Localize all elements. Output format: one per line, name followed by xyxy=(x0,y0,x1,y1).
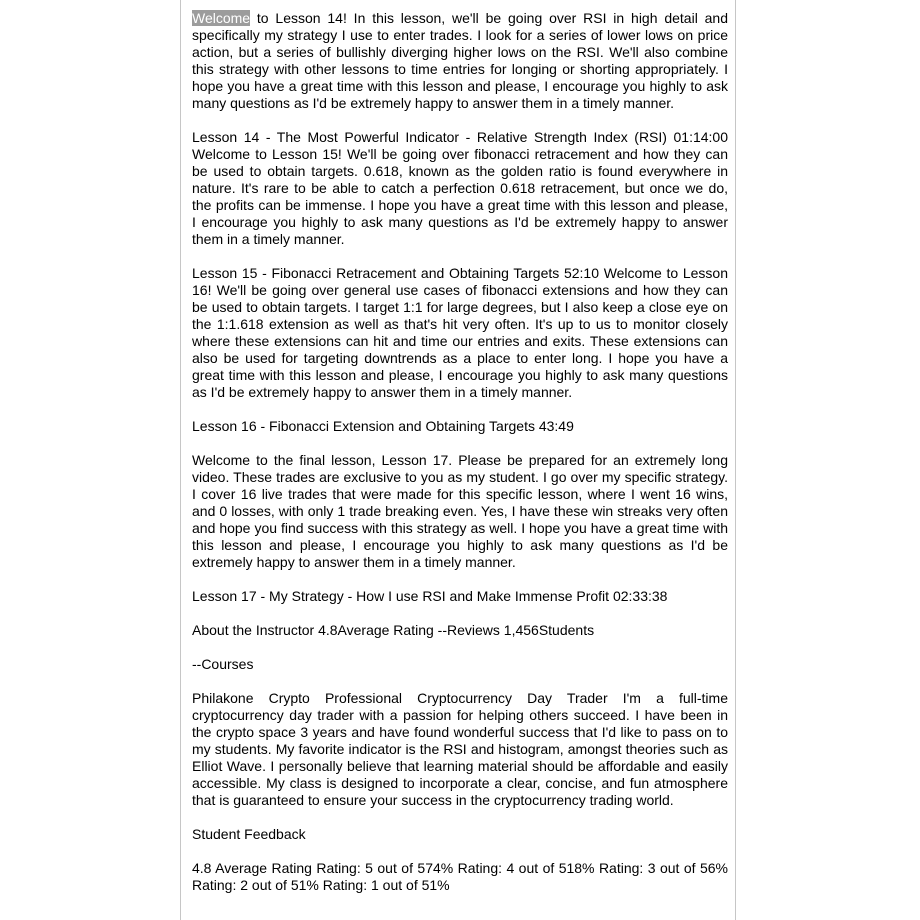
courses-count: --Courses xyxy=(192,656,254,672)
lesson-16-title: Lesson 16 - Fibonacci Extension and Obtaining Targets 43:49 xyxy=(192,418,574,434)
rating-breakdown: 4.8 Average Rating Rating: 5 out of 574% Rating: 4 out of 518% Rating: 3 out of 56% Rating: 2 out of 51% Rating: 1 out of 51% xyxy=(192,860,728,893)
student-feedback-heading: Student Feedback xyxy=(192,826,306,842)
document-body[interactable] xyxy=(192,10,728,911)
paragraph-lesson-15-intro: Lesson 14 - The Most Powerful Indicator - Relative Strength Index (RSI) 01:14:00 Welcome to Lesson 15! We'll be going over fibonacci retracement and how they can be used to obtain targets. 0.618, known as the golden ratio is found everywhere in nature. It's rare to be able to catch a perfection 0.618 retracement, but once we do, the profits can be immense. I hope you have a great time with this lesson and please, I encourage you highly to ask many questions as I'd be extremely happy to answer them in a timely manner. xyxy=(192,129,728,247)
selected-text[interactable]: Welcome xyxy=(192,10,251,26)
document-page xyxy=(180,0,736,920)
paragraph-lesson-17-intro: Welcome to the final lesson, Lesson 17. Please be prepared for an extremely long video. These trades are exclusive to you as my student. I go over my specific strategy. I cover 16 live trades that were made for this specific lesson, where I went 16 wins, and 0 losses, with only 1 trade breaking even. Yes, I have these win streaks very often and hope you find success with this strategy as well. I hope you have a great time with this lesson and please, I encourage you highly to ask many questions as I'd be extremely happy to answer them in a timely manner. xyxy=(192,452,728,570)
paragraph-lesson-16-intro: Lesson 15 - Fibonacci Retracement and Obtaining Targets 52:10 Welcome to Lesson 16! We'll be going over general use cases of fibonacci extensions and how they can be used to obtain targets. I target 1:1 for large degrees, but I also keep a close eye on the 1:1.618 extension as well as that's hit very often. It's up to us to monitor closely where these extensions can hit and time our entries and exits. These extensions can also be used for targeting downtrends as a place to enter long. I hope you have a great time with this lesson and please, I encourage you highly to ask many questions as I'd be extremely happy to answer them in a timely manner. xyxy=(192,265,728,400)
paragraph-lesson-14-intro xyxy=(192,10,728,112)
paragraph-text: to Lesson 14! In this lesson, we'll be going over RSI in high detail and specifically my strategy I use to enter trades. I look for a series of lower lows on price action, but a series of bullishly diverging higher lows on the RSI. We'll also combine this strategy with other lessons to time entries for longing or shorting appropriately. I hope you have a great time with this lesson and please, I encourage you highly to ask many questions as I'd be extremely happy to answer them in a timely manner. xyxy=(192,10,728,111)
about-instructor: About the Instructor 4.8Average Rating --Reviews 1,456Students xyxy=(192,622,595,638)
instructor-bio: Philakone Crypto Professional Cryptocurrency Day Trader I'm a full-time cryptocurrency day trader with a passion for helping others succeed. I have been in the crypto space 3 years and have found wonderful success that I'd like to pass on to my students. My favorite indicator is the RSI and histogram, amongst theories such as Elliot Wave. I personally believe that learning material should be affordable and easily accessible. My class is designed to incorporate a clear, concise, and fun atmosphere that is guaranteed to ensure your success in the cryptocurrency trading world. xyxy=(192,690,728,808)
lesson-17-title: Lesson 17 - My Strategy - How I use RSI and Make Immense Profit 02:33:38 xyxy=(192,588,668,604)
